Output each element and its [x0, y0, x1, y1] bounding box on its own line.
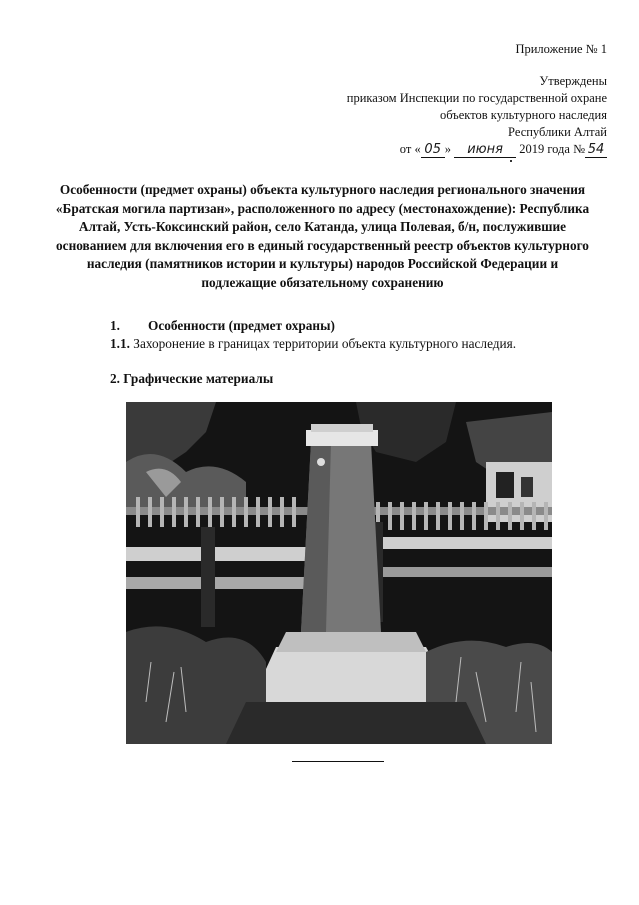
stray-dot [510, 160, 512, 162]
section-2-heading: 2. Графические материалы [110, 371, 274, 386]
section-1-number: 1. [110, 318, 120, 333]
approval-block [287, 73, 607, 158]
handwritten-month: июня [454, 143, 516, 158]
document-heading: Особенности (предмет охраны) объекта культурного наследия регионального значения «Братская могила партизан», расположенного по адресу (местонахождение): Республика Алтай, Усть-Коксинский район, село Катанда, улица Полевая, б/н, послужившие основанием для включения его в единый государственный реестр объектов культурного наследия (памятников истории и культуры) народов Российской Федерации и подлежащие обязательному сохранению [55, 182, 590, 290]
approval-line-1: Утверждены [539, 74, 607, 88]
approval-line-2: приказом Инспекции по государственной охране [346, 91, 607, 105]
monument-photo-illustration [126, 402, 552, 744]
date-mid: » [444, 142, 451, 156]
monument-photo [126, 402, 552, 744]
approval-line-4: Республики Алтай [508, 125, 607, 139]
item-1-1-text: Захоронение в границах территории объекта культурного наследия. [133, 336, 517, 351]
appendix-label: Приложение № 1 [515, 42, 607, 56]
item-1-1 [110, 336, 516, 352]
date-year: 2019 года № [519, 142, 585, 156]
item-1-1-number: 1.1. [110, 336, 130, 351]
section-1-title: Особенности (предмет охраны) [148, 318, 335, 333]
footer-separator [292, 761, 384, 762]
section-1-heading [110, 318, 335, 334]
date-prefix: от « [399, 142, 421, 156]
handwritten-order-number: 54 [585, 143, 607, 158]
handwritten-day: 05 [421, 143, 445, 158]
approval-date-line [287, 141, 607, 158]
approval-line-3: объектов культурного наследия [440, 108, 607, 122]
